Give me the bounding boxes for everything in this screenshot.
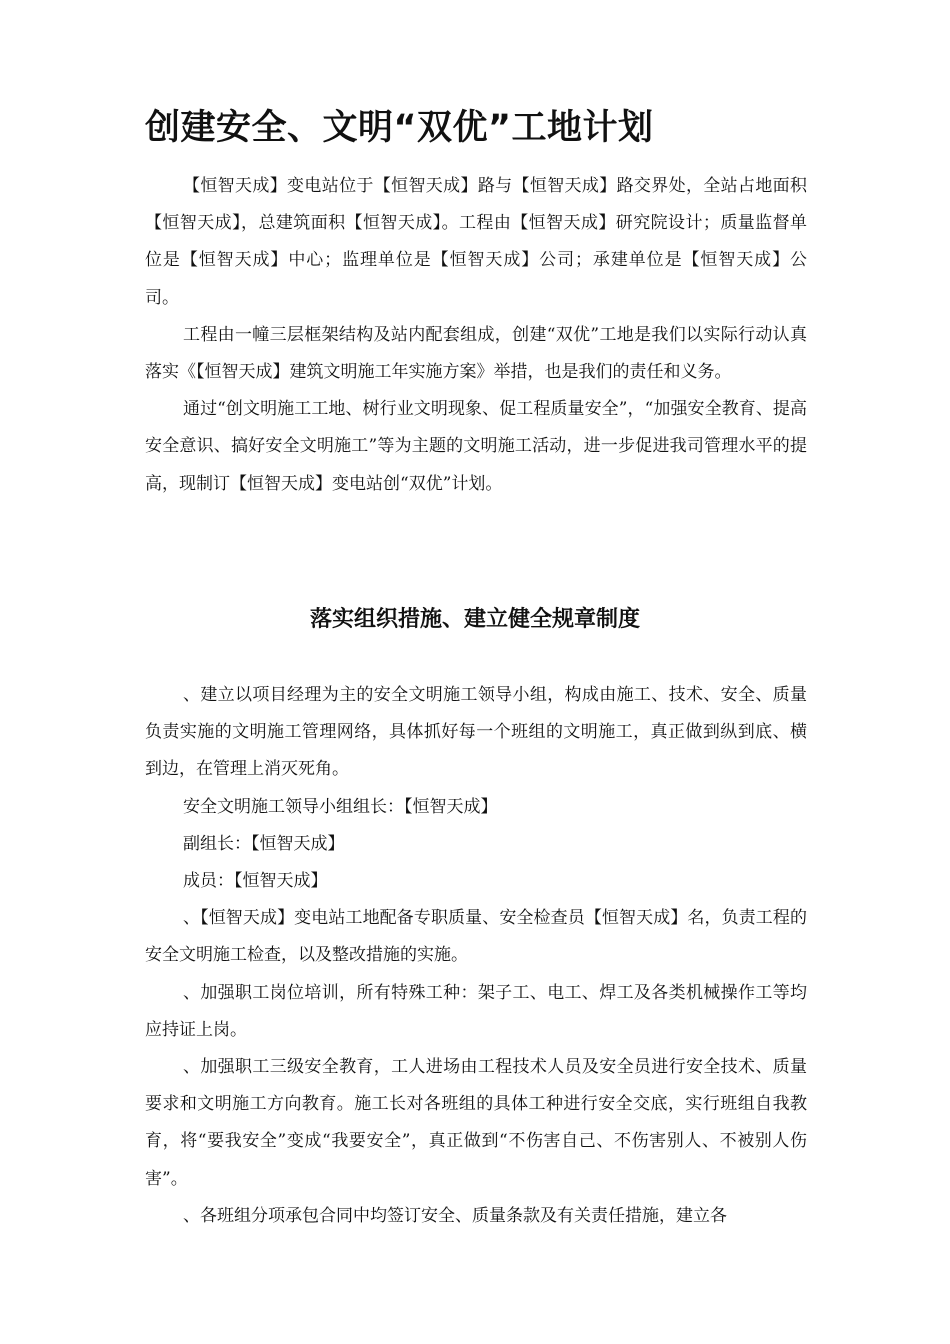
intro-paragraph: 【恒智天成】变电站位于【恒智天成】路与【恒智天成】路交界处，全站占地面积【恒智天成】，总建筑面积【恒智天成】。工程由【恒智天成】研究院设计；质量监督单位是【恒智天成】中心；监理单位是【恒智天成】公司；承建单位是【恒智天成】公司。: [145, 176, 807, 308]
intro-section: [145, 168, 807, 503]
section-paragraph: 、加强职工岗位培训，所有特殊工种：架子工、电工、焊工及各类机械操作工等均应持证上岗。: [145, 982, 807, 1040]
section-paragraph: 、加强职工三级安全教育，工人进场由工程技术人员及安全员进行安全技术、质量要求和文明施工方向教育。施工长对各班组的具体工种进行安全交底，实行班组自我教育，将“要我安全”变成“我要安全”，真正做到“不伤害自己、不伤害别人、不被别人伤害”。: [145, 1057, 807, 1189]
section-paragraph: 副组长：【恒智天成】: [183, 833, 345, 854]
section-paragraph: 、各班组分项承包合同中均签订安全、质量条款及有关责任措施，建立各: [183, 1205, 727, 1226]
intro-paragraph: 通过“创文明施工工地、树行业文明现象、促工程质量安全”，“加强安全教育、提高安全意识、搞好安全文明施工”等为主题的文明施工活动，进一步促进我司管理水平的提高，现制订【恒智天成】变电站创“双优”计划。: [145, 399, 807, 494]
document-title: 创建安全、文明“双优”工地计划: [145, 108, 654, 148]
section-body: [145, 677, 807, 1235]
section-paragraph: 、建立以项目经理为主的安全文明施工领导小组，构成由施工、技术、安全、质量负责实施的文明施工管理网络，具体抓好每一个班组的文明施工，真正做到纵到底、横到边，在管理上消灭死角。: [145, 685, 807, 780]
section-paragraph: 安全文明施工领导小组组长：【恒智天成】: [183, 796, 498, 817]
intro-paragraph: 工程由一幢三层框架结构及站内配套组成，创建“双优”工地是我们以实际行动认真落实《【恒智天成】建筑文明施工年实施方案》举措，也是我们的责任和义务。: [145, 324, 807, 383]
section-paragraph: 、【恒智天成】变电站工地配备专职质量、安全检查员【恒智天成】名，负责工程的安全文明施工检查，以及整改措施的实施。: [145, 908, 807, 966]
section-heading: 落实组织措施、建立健全规章制度: [309, 607, 640, 632]
section-paragraph: 成员：【恒智天成】: [183, 871, 328, 892]
